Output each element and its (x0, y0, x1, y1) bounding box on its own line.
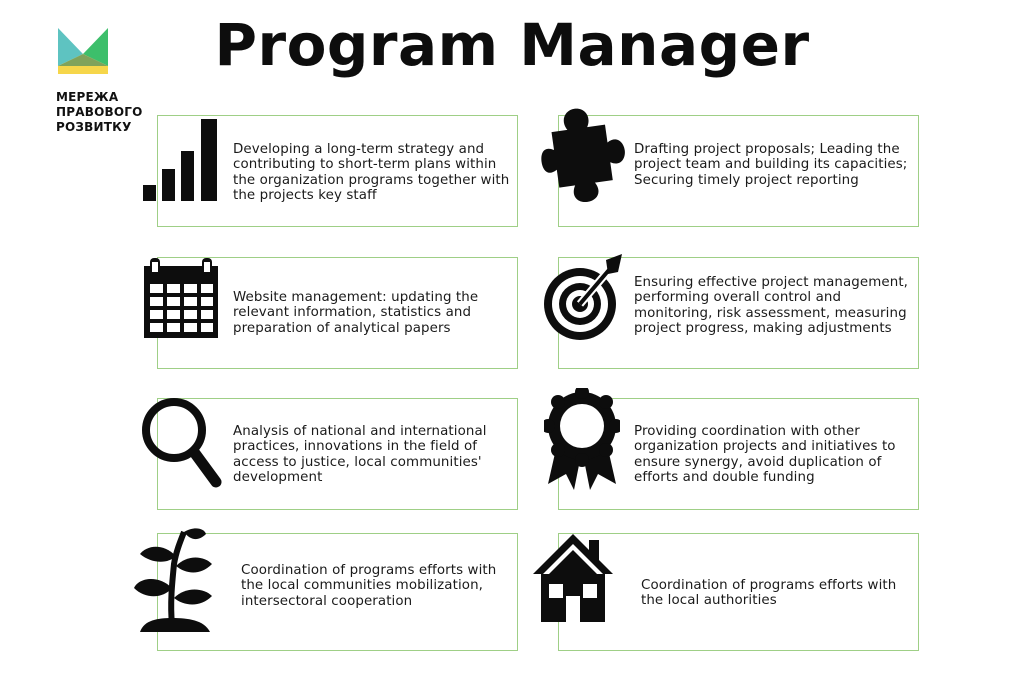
task-text: Website management: updating the relevant information, statistics and preparation of analytical papers (233, 290, 479, 336)
bar-chart-icon (141, 117, 221, 203)
task-text: Drafting project proposals; Leading the project team and building its capacities; Securing timely project reporting (634, 142, 908, 188)
magnifier-icon (138, 392, 222, 488)
task-text: Ensuring effective project management, performing overall control and monitoring, risk assessment, measuring project progress, making adjustments (634, 275, 909, 337)
task-text: Providing coordination with other organization projects and initiatives to ensure synergy, avoid duplication of efforts and double funding (634, 424, 896, 486)
task-text: Coordination of programs efforts with the local authorities (641, 578, 897, 609)
plant-sprout-icon (132, 524, 216, 632)
task-text: Analysis of national and international practices, innovations in the field of access to justice, local communities' development (233, 424, 487, 486)
logo-line: МЕРЕЖА (56, 90, 119, 104)
target-icon (542, 252, 624, 348)
task-text: Coordination of programs efforts with the local communities mobilization, intersectoral cooperation (241, 563, 497, 609)
task-text: Developing a long-term strategy and contributing to short-term plans within the organization programs together with the projects key staff (233, 142, 510, 204)
calendar-icon (142, 256, 220, 340)
award-ribbon-icon (544, 388, 620, 492)
logo-line: РОЗВИТКУ (56, 120, 132, 134)
logo-line: ПРАВОВОГО (56, 105, 143, 119)
house-icon (531, 530, 615, 624)
page-title: Program Manager (214, 11, 810, 79)
puzzle-piece-icon (541, 106, 625, 204)
